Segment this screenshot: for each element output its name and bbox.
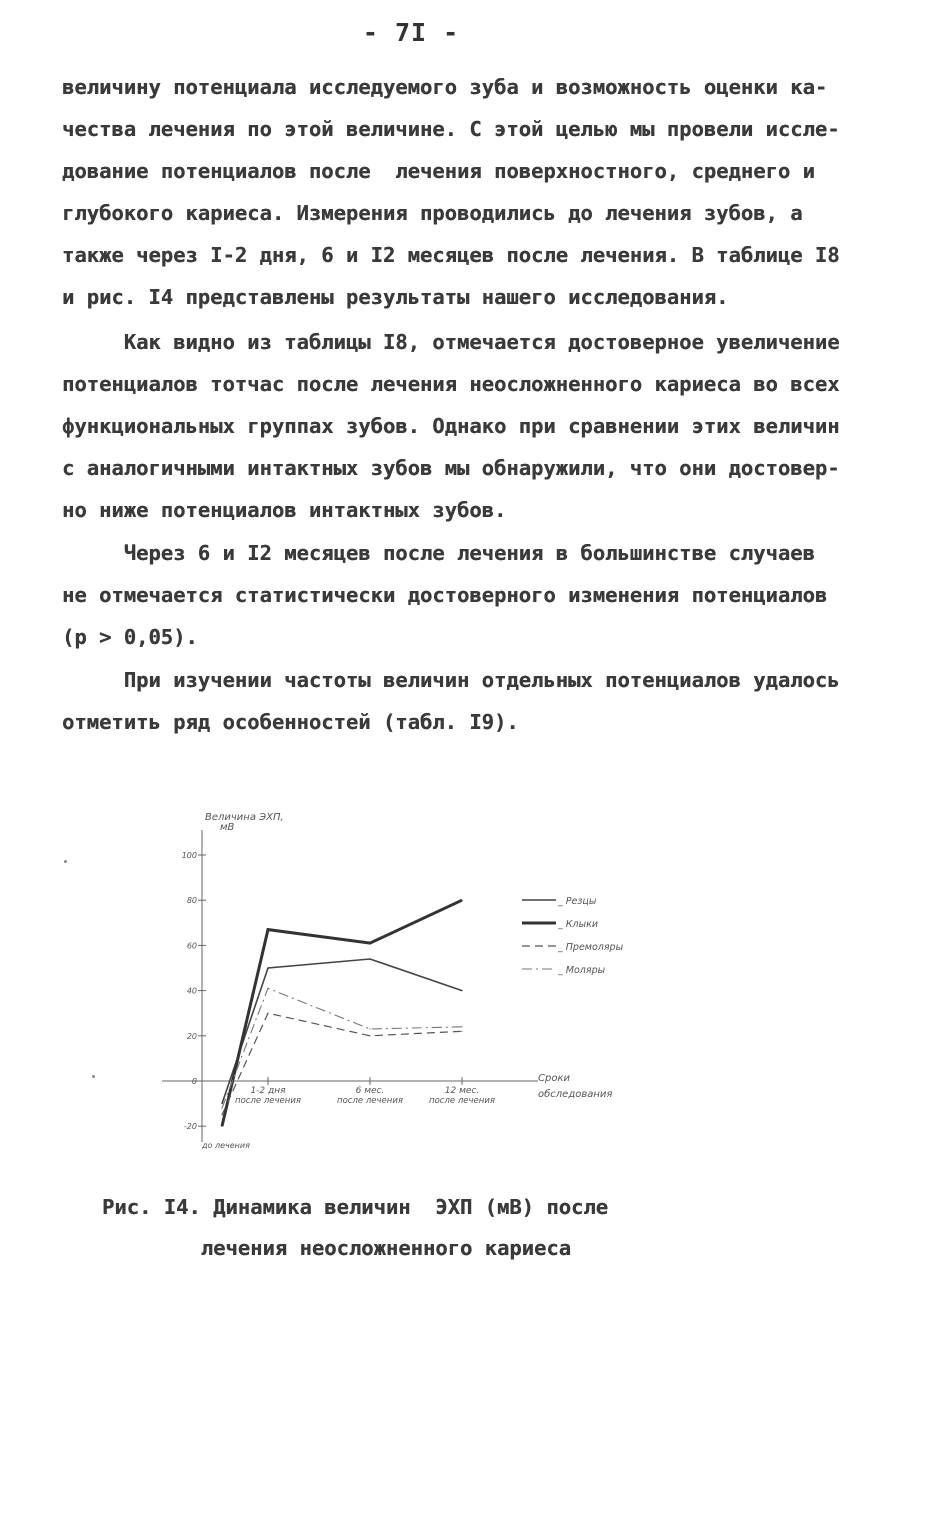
text-line: потенциалов тотчас после лечения неосложненного кариеса во всех <box>62 372 840 396</box>
x-tick-label: после лечения <box>235 1096 301 1106</box>
text-line: дование потенциалов после лечения поверхностного, среднего и <box>62 159 815 183</box>
text-line: величину потенциала исследуемого зуба и возможность оценки ка- <box>62 75 828 99</box>
paragraph-1 <box>62 66 874 318</box>
data-point <box>461 900 462 901</box>
page-number: - 7I - <box>362 18 460 47</box>
chart-legend <box>522 896 624 976</box>
x-tick-label: 6 мес. <box>355 1086 385 1096</box>
text-line: (р > 0,05). <box>62 625 198 649</box>
figure-caption <box>102 1187 882 1269</box>
text-line: Через 6 и I2 месяцев после лечения в большинстве случаев <box>62 541 815 565</box>
scan-speck <box>64 860 67 863</box>
scan-speck <box>92 1075 95 1078</box>
data-point <box>461 1031 462 1032</box>
paragraph-4 <box>62 659 874 743</box>
x-tick-label: после лечения <box>337 1096 403 1106</box>
text-line: также через I-2 дня, 6 и I2 месяцев после лечения. В таблице I8 <box>62 243 840 267</box>
text-line: не отмечается статистически достоверного изменения потенциалов <box>62 583 828 607</box>
data-point <box>369 943 370 944</box>
x-tick-label: 1-2 дня <box>250 1086 286 1096</box>
text-line: и рис. I4 представлены результаты нашего исследования. <box>62 285 729 309</box>
y-tick-label: 100 <box>181 851 197 860</box>
legend-label: _ Премоляры <box>558 942 624 953</box>
y-axis-title: мВ <box>220 822 235 833</box>
x-tick-label: после лечения <box>429 1096 495 1106</box>
data-point <box>369 1028 370 1029</box>
data-point <box>369 1035 370 1036</box>
y-tick-label: 80 <box>186 896 197 906</box>
x-axis-title: Сроки <box>538 1073 570 1084</box>
text-line: Как видно из таблицы I8, отмечается достоверное увеличение <box>62 330 840 354</box>
legend-label: _ Моляры <box>558 965 606 976</box>
text-line: с аналогичными интактных зубов мы обнаружили, что они достовер- <box>62 456 840 480</box>
before-treatment-label: до лечения <box>202 1141 250 1150</box>
y-tick-label: 60 <box>186 941 197 951</box>
text-line: функциональных группах зубов. Однако при сравнении этих величин <box>62 414 840 438</box>
text-line: При изучении частоты величин отдельных потенциалов удалось <box>62 668 840 692</box>
y-tick-label: 40 <box>186 986 197 996</box>
data-point <box>461 1026 462 1027</box>
legend-label: _ Клыки <box>558 919 598 930</box>
caption-line: лечения неосложненного кариеса <box>102 1236 571 1260</box>
text-line: отметить ряд особенностей (табл. I9). <box>62 710 519 734</box>
x-axis-title: обследования <box>538 1089 613 1100</box>
data-point <box>461 990 462 991</box>
data-point <box>267 967 268 968</box>
y-axis-title: Величина ЭХП, <box>205 812 284 823</box>
data-point <box>369 958 370 959</box>
y-tick-label: 0 <box>191 1077 197 1086</box>
chart-labels <box>182 812 613 1150</box>
paragraph-2 <box>62 321 874 531</box>
data-point <box>267 1013 268 1014</box>
text-line: но ниже потенциалов интактных зубов. <box>62 498 507 522</box>
text-line: чества лечения по этой величине. С этой целью мы провели иссле- <box>62 117 840 141</box>
data-point <box>267 988 268 989</box>
line-chart <box>150 790 670 1160</box>
text-line: глубокого кариеса. Измерения проводились до лечения зубов, а <box>62 201 803 225</box>
x-tick-label: 12 мес. <box>444 1086 480 1096</box>
data-point <box>221 1126 222 1127</box>
data-point <box>267 929 268 930</box>
data-point <box>221 1114 222 1115</box>
series-line-1 <box>222 959 462 1104</box>
paragraph-3 <box>62 532 874 658</box>
y-tick-label: 20 <box>186 1031 197 1041</box>
y-tick-label: -20 <box>183 1122 197 1132</box>
caption-line: Рис. I4. Динамика величин ЭХП (мВ) после <box>102 1195 609 1219</box>
legend-label: _ Резцы <box>558 896 597 907</box>
figure-chart <box>150 790 670 1160</box>
data-point <box>221 1108 222 1109</box>
data-point <box>221 1103 222 1104</box>
